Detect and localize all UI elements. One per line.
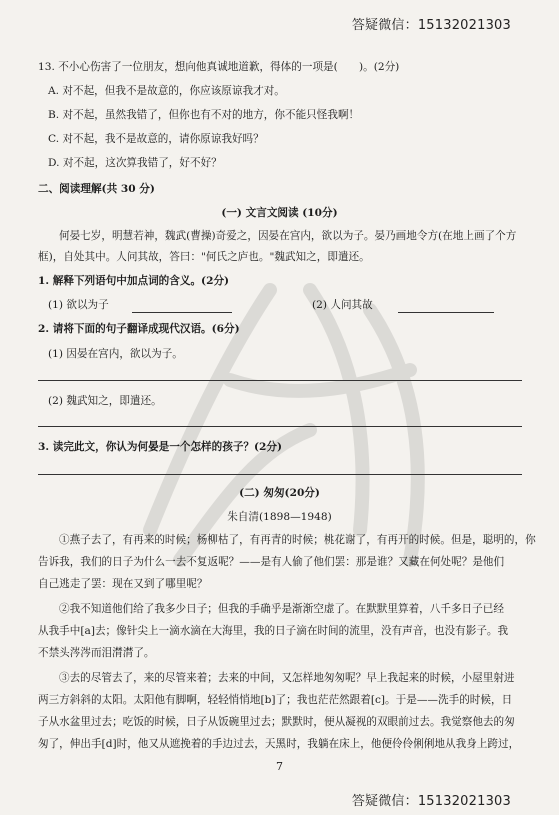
part1-title: (一) 文言文阅读 (10分) (221, 207, 338, 219)
contact-wechat-bottom: 答疑微信：15132021303 (351, 794, 511, 809)
part1-q2-item2: (2) 魏武知之，即遣还。 (48, 395, 162, 407)
part2-passage-line-5: 从我手中[a]去；像针尖上一滴水滴在大海里，我的日子滴在时间的流里，没有声音，也没有影子。我 (38, 625, 509, 637)
q13-option-b: B. 对不起，虽然我错了，但你也有不对的地方，你不能只怪我啊！ (48, 109, 360, 121)
part2-passage-line-6: 不禁头涔涔而泪潸潸了。 (38, 647, 155, 659)
part1-q1-item2: (2) 人问其故 (312, 299, 373, 311)
contact-wechat-top: 答疑微信：15132021303 (351, 18, 511, 33)
answer-line-q1-1 (132, 312, 232, 313)
part1-q1-stem: 1. 解释下列语句中加点词的含义。(2分) (38, 275, 230, 287)
answer-line-q2-1 (38, 380, 522, 381)
part2-passage-line-1: ①燕子去了，有再来的时候；杨柳枯了，有再青的时候；桃花谢了，有再开的时候。但是，聪明的，你 (59, 534, 536, 546)
part2-passage-line-9: 子从水盆里过去；吃饭的时候，日子从饭碗里过去；默默时，便从凝视的双眼前过去。我觉察他去的匆 (38, 716, 515, 728)
part2-passage-line-3: 自己逃走了罢：现在又到了哪里呢？ (38, 578, 208, 590)
section2-title: 二、阅读理解(共 30 分) (38, 183, 155, 195)
part2-passage-line-10: 匆了，伸出手[d]时，他又从遮挽着的手边过去，天黑时，我躺在床上，他便伶伶俐俐地从我身上跨过， (38, 738, 520, 750)
page-number: 7 (276, 760, 283, 773)
q13-option-d: D. 对不起，这次算我错了，好不好？ (48, 157, 222, 169)
part1-q1-item1: (1) 欲以为子 (48, 299, 109, 311)
part2-author: 朱自清(1898—1948) (227, 511, 332, 523)
part1-q2-item1: (1) 因晏在宫内，欲以为子。 (48, 348, 183, 360)
q13-stem: 13. 不小心伤害了一位朋友，想向他真诚地道歉，得体的一项是( )。(2分) (38, 61, 400, 73)
part2-passage-line-4: ②我不知道他们给了我多少日子；但我的手确乎是渐渐空虚了。在默默里算着，八千多日子已经 (59, 603, 504, 615)
part2-passage-line-2: 告诉我，我们的日子为什么一去不复返呢？——是有人偷了他们罢：那是谁？又藏在何处呢？是他们 (38, 556, 505, 568)
q13-option-c: C. 对不起，我不是故意的，请你原谅我好吗？ (48, 133, 264, 145)
watermark-calligraphy (110, 230, 470, 630)
part2-passage-line-7: ③去的尽管去了，来的尽管来着；去来的中间，又怎样地匆匆呢？早上我起来的时候，小屋里射进 (59, 672, 515, 684)
part2-title: (二) 匆匆(20分) (239, 487, 320, 499)
answer-line-q3 (38, 474, 522, 475)
part1-passage-line-1: 何晏七岁，明慧若神，魏武(曹操)奇爱之，因晏在宫内，欲以为子。晏乃画地令方(在地上画了个方 (59, 230, 517, 242)
q13-option-a: A. 对不起，但我不是故意的，你应该原谅我才对。 (48, 85, 285, 97)
part1-passage-line-2: 框)，自处其中。人问其故，答曰："何氏之庐也。"魏武知之，即遣还。 (38, 251, 370, 263)
part2-passage-line-8: 两三方斜斜的太阳。太阳他有脚啊，轻轻悄悄地[b]了；我也茫茫然跟着[c]。于是——洗手的时候，日 (38, 694, 513, 706)
part1-q2-stem: 2. 请将下面的句子翻译成现代汉语。(6分) (38, 323, 240, 335)
answer-line-q2-2 (38, 426, 522, 427)
answer-line-q1-2 (398, 312, 494, 313)
part1-q3-stem: 3. 读完此文，你认为何晏是一个怎样的孩子？(2分) (38, 441, 283, 453)
